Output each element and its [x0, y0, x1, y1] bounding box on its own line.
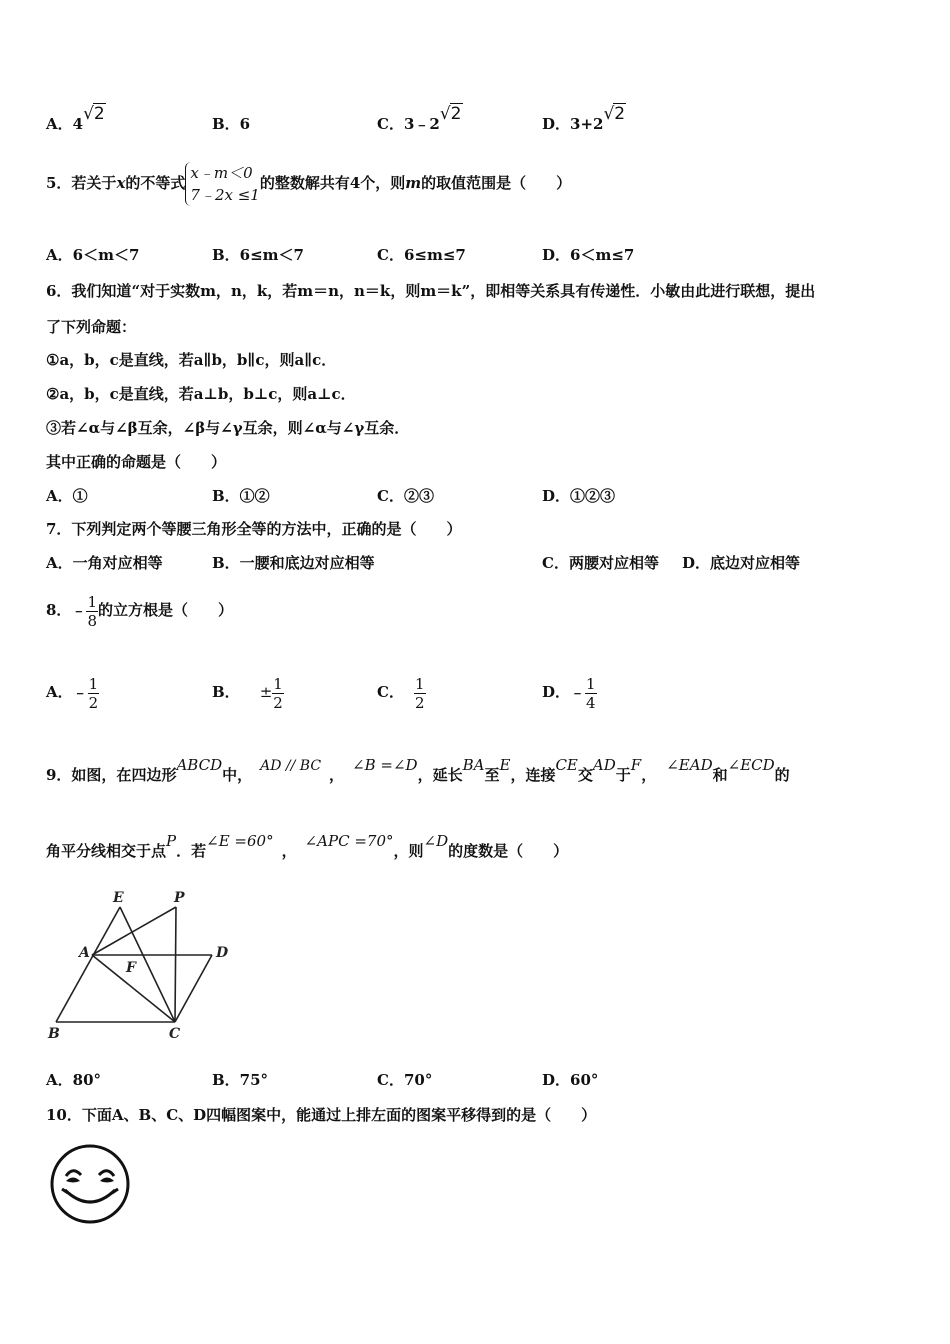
q9-option-b: B．75° — [212, 1071, 269, 1089]
q4-option-c-label: C．3﹣2 — [377, 115, 440, 133]
q6-item1: ①a，b，c是直线，若a∥b，b∥c，则a∥c． — [46, 351, 337, 369]
q9-math: ∠ECD — [727, 756, 775, 774]
q9-math: AD — [592, 756, 616, 774]
radicand: 2 — [93, 104, 105, 124]
q9-text: ，则 — [393, 842, 424, 860]
fraction-num: 1 — [273, 674, 283, 693]
fraction-num: 1 — [414, 674, 425, 693]
q9-math: ∠E =60° — [206, 832, 274, 850]
fraction-den: 2 — [414, 693, 425, 712]
q9-geometry-figure — [40, 885, 250, 1045]
q4-option-d — [542, 104, 626, 134]
q9-text: 至 — [484, 766, 500, 784]
fraction-den: 2 — [88, 693, 99, 712]
q9-text: ，连接 — [510, 766, 556, 784]
q4-option-b-label: B．6 — [212, 115, 251, 133]
q4-option-a-label: A．4 — [46, 115, 84, 133]
q9-text: 于 — [615, 766, 631, 784]
q4-option-b — [212, 114, 250, 134]
q8-option-a — [46, 672, 99, 712]
label-B: B — [48, 1026, 60, 1042]
q9-text: 和 — [712, 766, 728, 784]
q9-text: ，延长 — [417, 766, 463, 784]
q8-option-b-label: B． — [212, 683, 240, 701]
q5-suffix2: 的取值范围是（ ） — [421, 174, 572, 192]
sys-line-2: 7﹣2x ≤1 — [190, 186, 260, 204]
q4-option-a — [46, 104, 106, 134]
q6-question: 其中正确的命题是（ ） — [46, 453, 227, 471]
q9-line2 — [46, 832, 569, 861]
fraction-den: 4 — [586, 693, 596, 712]
q9-math: ∠D — [423, 832, 449, 850]
q8-suffix: 的立方根是（ ） — [97, 601, 233, 619]
fraction — [585, 675, 597, 712]
q5-mid: 的不等式 — [125, 174, 186, 192]
q6-item2: ②a，b，c是直线，若a⊥b，b⊥c，则a⊥c． — [46, 385, 356, 403]
label-D: D — [216, 945, 229, 961]
fraction-num: 1 — [88, 674, 99, 693]
q8-option-a-label: A．﹣ — [46, 683, 88, 701]
fraction-den: 8 — [87, 611, 97, 630]
q6-line1: 6．我们知道“对于实数m，n，k，若m＝n，n＝k，则m＝k”，即相等关系具有传递性．小敏由此进行联想，提出 — [46, 282, 816, 300]
q5-stem — [46, 162, 571, 206]
q9-option-a: A．80° — [46, 1071, 102, 1089]
q9-math: E — [499, 756, 511, 774]
fraction-num: 1 — [586, 674, 596, 693]
q6-option-a: A．① — [46, 487, 88, 505]
q6-option-b: B．①② — [212, 487, 270, 505]
label-P: P — [174, 890, 185, 906]
fraction — [272, 675, 284, 712]
label-E: E — [113, 890, 124, 906]
fraction-den: 2 — [273, 693, 283, 712]
q7-stem: 7．下列判定两个等腰三角形全等的方法中，正确的是（ ） — [46, 520, 462, 538]
var-m: m — [405, 174, 422, 192]
q6-option-d: D．①②③ — [542, 487, 616, 505]
q5-option-c: C．6≤m≤7 — [377, 246, 466, 264]
q8-stem — [46, 590, 233, 630]
q9-line1 — [46, 756, 790, 786]
q8-option-c — [377, 672, 426, 712]
q9-option-c: C．70° — [377, 1071, 433, 1089]
q5-option-d: D．6＜m≤7 — [542, 246, 635, 264]
label-F: F — [126, 960, 136, 976]
segment-PC — [175, 907, 176, 1022]
q4-option-c — [377, 104, 463, 134]
q9-text: 9．如图，在四边形 — [46, 766, 177, 784]
q7-option-c: C．两腰对应相等 — [542, 554, 659, 572]
q9-math: P — [166, 832, 177, 850]
q9-math: ∠APC =70° — [304, 832, 394, 850]
q9-text: ， — [641, 766, 657, 784]
fraction — [88, 675, 100, 712]
sqrt-symbol: √2 — [603, 104, 626, 124]
q8-option-d — [542, 672, 597, 712]
q5-option-a: A．6＜m＜7 — [46, 246, 140, 264]
q9-math: F — [630, 756, 642, 774]
q8-prefix: 8．﹣ — [46, 601, 87, 619]
q6-line2: 了下列命题： — [46, 318, 137, 336]
q9-text: 的度数是（ ） — [448, 842, 569, 860]
q10-stem: 10．下面A、B、C、D四幅图案中，能通过上排左面的图案平移得到的是（ ） — [46, 1106, 597, 1124]
sqrt-symbol: √2 — [439, 104, 462, 124]
label-C: C — [169, 1026, 181, 1042]
q7-option-b: B．一腰和底边对应相等 — [212, 554, 375, 572]
q8-option-c-label: C． — [377, 683, 404, 701]
q5-suffix1: 的整数解共有4个，则 — [259, 174, 406, 192]
q9-text: 交 — [577, 766, 593, 784]
q7-option-d: D．底边对应相等 — [682, 554, 801, 572]
fraction-num: 1 — [87, 592, 97, 611]
q9-math: ∠EAD — [666, 756, 713, 774]
radicand: 2 — [614, 104, 626, 124]
q5-option-b: B．6≤m＜7 — [212, 246, 304, 264]
sqrt-symbol: √2 — [83, 104, 105, 124]
q5-prefix: 5．若关于 — [46, 174, 117, 192]
q9-text: ， — [329, 766, 345, 784]
q9-math: BA — [462, 756, 485, 774]
q9-text: 的 — [774, 766, 790, 784]
q9-math: ∠B =∠D — [352, 756, 418, 774]
label-A: A — [79, 945, 90, 961]
segment-AP — [92, 907, 176, 955]
q9-math: CE — [555, 756, 578, 774]
q9-text: 中， — [222, 766, 253, 784]
plus-minus-sign: ± — [259, 683, 273, 701]
q9-math: AD // BC — [260, 758, 322, 774]
radicand: 2 — [450, 104, 462, 124]
q6-item3: ③若∠α与∠β互余，∠β与∠γ互余，则∠α与∠γ互余． — [46, 419, 410, 437]
q9-text: ， — [281, 842, 297, 860]
q8-option-b — [212, 672, 284, 712]
q9-text: ．若 — [176, 842, 207, 860]
fraction — [86, 593, 98, 630]
smiley-face-icon — [48, 1142, 132, 1226]
q6-option-c: C．②③ — [377, 487, 434, 505]
sys-line-1: x﹣m＜0 — [190, 164, 253, 182]
segment-DC — [175, 955, 212, 1022]
q9-option-d: D．60° — [542, 1071, 599, 1089]
var-x: x — [116, 174, 126, 192]
q8-option-d-label: D．﹣ — [542, 683, 586, 701]
fraction — [414, 675, 426, 712]
q7-option-a: A．一角对应相等 — [46, 554, 163, 572]
q9-text: 角平分线相交于点 — [46, 842, 167, 860]
q9-math: ABCD — [176, 756, 223, 774]
q4-option-d-label: D．3+2 — [542, 115, 604, 133]
inequality-system — [185, 162, 259, 206]
segment-BE — [56, 907, 120, 1022]
